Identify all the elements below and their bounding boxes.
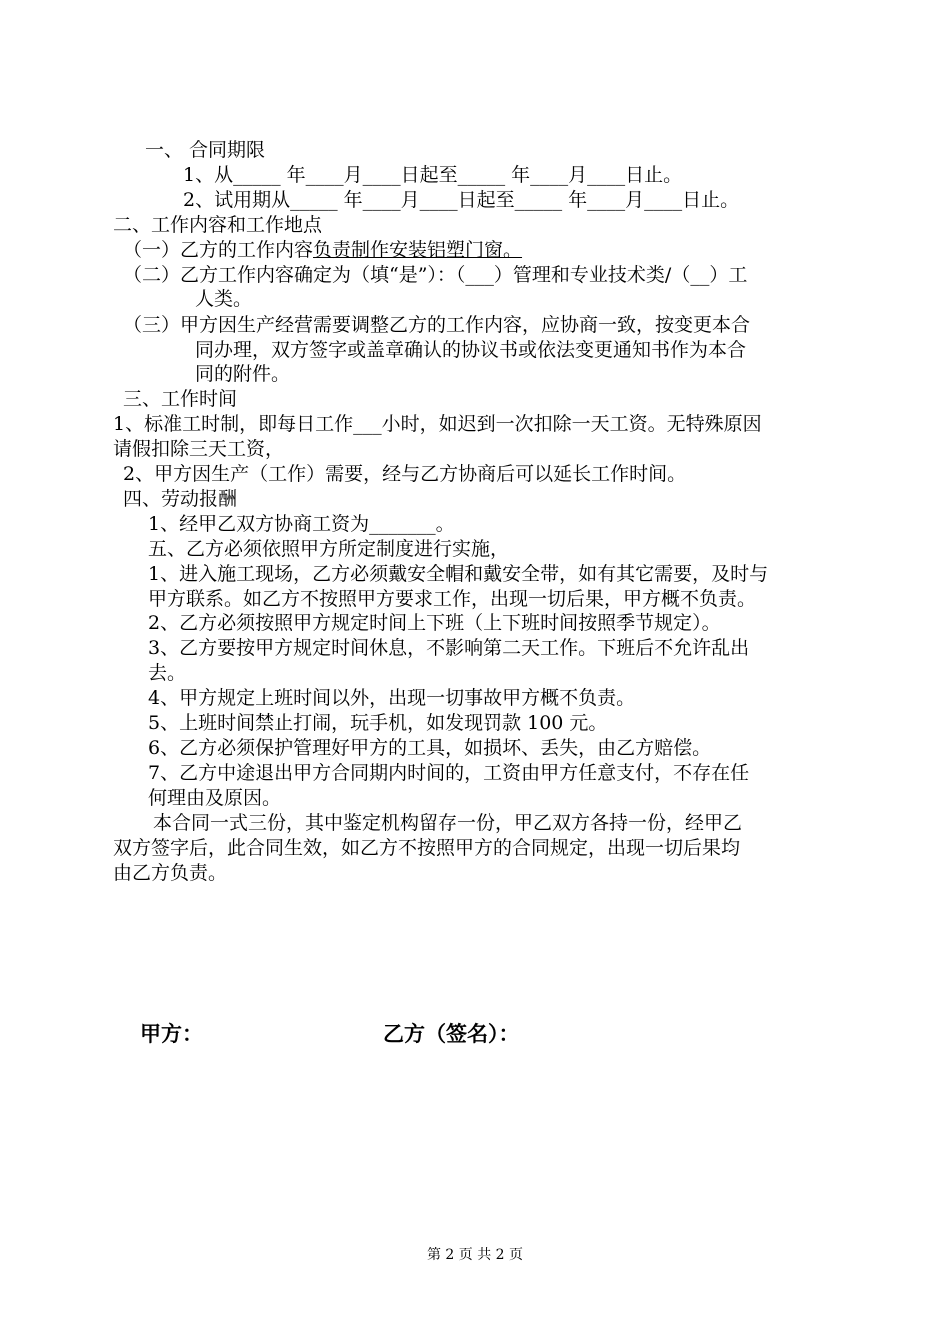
section-4-title: 四、劳动报酬: [123, 488, 238, 510]
section-3-title: 三、工作时间: [123, 388, 238, 410]
rule-4: 4、甲方规定上班时间以外，出现一切事故甲方概不负责。: [148, 687, 636, 709]
salary-end: 。: [435, 513, 455, 535]
work-content-value: 负责制作安装铝塑门窗。: [313, 239, 523, 261]
salary-blank: _______: [369, 513, 436, 535]
salary-line: [0, 512, 950, 536]
overtime-line: 2、甲方因生产（工作）需要，经与乙方协商后可以延长工作时间。: [123, 463, 687, 485]
closing-line-3: 由乙方负责。: [113, 862, 228, 884]
work-content-label: （一）乙方的工作内容: [123, 239, 314, 261]
party-b-signature-label: 乙方（签名）：: [383, 1022, 520, 1046]
section-1-title: 一、 合同期限: [145, 139, 266, 161]
contract-term-line: 1、从_____ 年____月____日起至_____ 年____月____日止。: [183, 164, 683, 186]
salary-label: 1、经甲乙双方协商工资为: [148, 513, 370, 535]
page-number: 第 2 页 共 2 页: [426, 1247, 524, 1263]
rule-6: 6、乙方必须保护管理好甲方的工具，如损坏、丢失，由乙方赔偿。: [148, 737, 712, 759]
closing-line-1: 本合同一式三份，其中鉴定机构留存一份，甲乙双方各持一份，经甲乙: [153, 812, 743, 834]
adjustment-line-1: （三）甲方因生产经营需要调整乙方的工作内容，应协商一致，按变更本合: [123, 314, 751, 336]
rule-3-line-2: 去。: [148, 662, 187, 684]
party-a-signature-label: 甲方：: [140, 1022, 203, 1046]
work-type-line-2: 人类。: [195, 288, 253, 310]
working-hours-line-1: 1、标准工时制，即每日工作___小时，如迟到一次扣除一天工资。无特殊原因: [113, 413, 762, 435]
work-type-line-1: （二）乙方工作内容确定为（填“是”）：（___）管理和专业技术类/（__）工: [123, 264, 748, 286]
section-2-title: 二、工作内容和工作地点: [113, 214, 323, 236]
adjustment-line-2: 同办理，双方签字或盖章确认的协议书或依法变更通知书作为本合: [195, 339, 747, 361]
closing-line-2: 双方签字后，此合同生效，如乙方不按照甲方的合同规定，出现一切后果均: [113, 837, 741, 859]
rule-3-line-1: 3、乙方要按甲方规定时间休息，不影响第二天工作。下班后不允许乱出: [148, 637, 750, 659]
rule-7-line-2: 何理由及原因。: [148, 787, 282, 809]
rule-1-line-2: 甲方联系。如乙方不按照甲方要求工作，出现一切后果，甲方概不负责。: [148, 588, 757, 610]
rule-2: 2、乙方必须按照甲方规定时间上下班（上下班时间按照季节规定）。: [148, 612, 721, 634]
work-content-line: [0, 238, 950, 262]
adjustment-line-3: 同的附件。: [195, 363, 291, 385]
working-hours-line-2: 请假扣除三天工资，: [113, 438, 285, 460]
rule-7-line-1: 7、乙方中途退出甲方合同期内时间的，工资由甲方任意支付，不存在任: [148, 762, 750, 784]
rule-5: 5、上班时间禁止打闹，玩手机，如发现罚款 100 元。: [148, 712, 608, 734]
rule-1-line-1: 1、进入施工现场，乙方必须戴安全帽和戴安全带，如有其它需要，及时与: [148, 563, 769, 585]
section-5-title: 五、乙方必须依照甲方所定制度进行实施，: [148, 538, 510, 560]
probation-term-line: 2、试用期从_____ 年____月____日起至_____ 年____月____日止。: [183, 189, 740, 211]
